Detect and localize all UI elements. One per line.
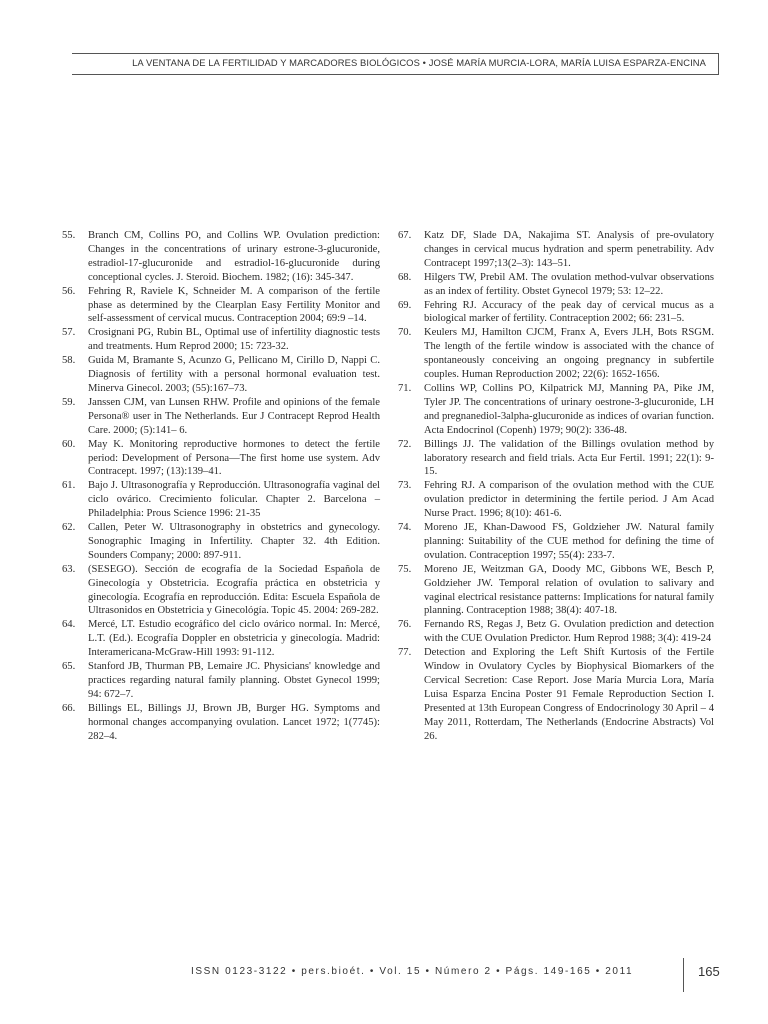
running-header xyxy=(72,53,718,75)
reference-text: Bajo J. Ultrasonografía y Reproducción. Ultrasonografía vaginal del ciclo ovárico. Crecimiento folicular. Chapter 2. Barcelona – Philadelphia: Prous Science 1996: 21-35 xyxy=(88,480,380,520)
reference-item xyxy=(398,618,714,646)
reference-number: 75. xyxy=(398,563,412,575)
reference-text: Callen, Peter W. Ultrasonography in obstetrics and gynecology. Sonographic Imaging in Infertility. Chapter 32. 4th Edition. Sounders Company; 2000: 897-911. xyxy=(88,522,380,561)
reference-number: 63. xyxy=(62,563,76,575)
reference-text: Stanford JB, Thurman PB, Lemaire JC. Physicians' knowledge and practices regarding natural family planning. Obstet Gynecol 1999; 94: 672–7. xyxy=(88,661,380,700)
reference-number: 61. xyxy=(62,480,76,492)
header-rule-bottom xyxy=(72,74,718,75)
reference-item xyxy=(398,326,714,382)
reference-item xyxy=(62,326,380,354)
reference-text: Billings EL, Billings JJ, Brown JB, Burger HG. Symptoms and hormonal changes accompanying ovulation. Lancet 1972; 1(7745): 282–4. xyxy=(88,702,380,742)
reference-text: Mercé, LT. Estudio ecográfico del ciclo ovárico normal. In: Mercé, L.T. (Ed.). Ecografía Doppler en obstetricia y ginecología. Madrid: Interamericana-McGraw-Hill 1993: 91-112. xyxy=(88,619,380,659)
page-number: 165 xyxy=(698,964,720,979)
reference-text: Katz DF, Slade DA, Nakajima ST. Analysis of pre-ovulatory changes in cervical mucus hydration and sperm penetrability. Adv Contracept 1997;13(2–3): 143–51. xyxy=(424,230,714,269)
reference-text: Branch CM, Collins PO, and Collins WP. Ovulation prediction: Changes in the concentrations of urinary estrone-3-glucuronide, estradiol-17-glucuronide and estradiol-16-glucuronide during conceptional cycles. J. Steroid. Biochem. 1982; (16): 345-347. xyxy=(88,230,380,283)
reference-number: 58. xyxy=(62,355,76,367)
reference-text: Moreno JE, Weitzman GA, Doody MC, Gibbons WE, Besch P, Goldzieher JW. Temporal relation of ovulation to salivary and vaginal electrical resistance patterns: Implications for natural family planning. Contraception 1988; 38(4): 407-18. xyxy=(424,563,714,617)
reference-item xyxy=(62,479,380,521)
reference-item xyxy=(398,271,714,299)
references-column-right xyxy=(398,229,714,744)
reference-number: 62. xyxy=(62,522,76,534)
reference-number: 55. xyxy=(62,230,76,241)
reference-text: Billings JJ. The validation of the Billings ovulation method by laboratory research and field trials. Acta Eur Fertil. 1991; 22(1): 9-15. xyxy=(424,438,714,478)
reference-number: 70. xyxy=(398,327,412,339)
reference-number: 74. xyxy=(398,522,412,534)
reference-text: Fehring R, Raviele K, Schneider M. A comparison of the fertile phase as determined by the Clearplan Easy Fertility Monitor and self-assessment of cervical mucus. Contraception 2004; 69:9 –14. xyxy=(88,285,380,325)
reference-text: May K. Monitoring reproductive hormones to detect the fertile period: Development of Persona—The first home use system. Adv Contracept. 1997; (13):139–41. xyxy=(88,438,380,478)
reference-item xyxy=(398,229,714,271)
reference-item xyxy=(62,438,380,480)
reference-text: Janssen CJM, van Lunsen RHW. Profile and opinions of the female Persona® user in The Netherlands. Eur J Contracept Reprod Health Care. 2000; (5):141– 6. xyxy=(88,396,380,436)
reference-item xyxy=(62,563,380,619)
reference-item xyxy=(62,229,380,285)
reference-item xyxy=(398,382,714,438)
reference-item xyxy=(398,646,714,743)
reference-number: 72. xyxy=(398,438,412,450)
reference-number: 71. xyxy=(398,382,412,394)
reference-number: 64. xyxy=(62,619,76,631)
reference-number: 68. xyxy=(398,271,412,283)
reference-number: 56. xyxy=(62,285,76,297)
reference-number: 57. xyxy=(62,327,76,339)
reference-text: Fehring RJ. Accuracy of the peak day of cervical mucus as a biological marker of fertility. Contraception 2002; 66: 231–5. xyxy=(424,299,714,325)
reference-text: Collins WP, Collins PO, Kilpatrick MJ, Manning PA, Pike JM, Tyler JP. The concentrations of urinary oestrone-3-glucuronide, LH and pregnanediol-3alpha-glucuronide as indices of ovarian function. Acta Endocrinol (Copenh) 1979; 90(2): 336-48. xyxy=(424,382,714,436)
header-rule-top xyxy=(72,53,718,54)
reference-text: Guida M, Bramante S, Acunzo G, Pellicano M, Cirillo D, Nappi C. Diagnosis of fertility with a personal hormonal evaluation test. Minerva Ginecol. 2003; (55):167–73. xyxy=(88,355,380,394)
reference-item xyxy=(62,396,380,438)
running-title: LA VENTANA DE LA FERTILIDAD Y MARCADORES BIOLÓGICOS • JOSÉ MARÍA MURCIA-LORA, MARÍA LUISA ESPARZA-ENCINA xyxy=(132,57,706,68)
footer-divider xyxy=(683,958,684,992)
reference-number: 73. xyxy=(398,480,412,492)
reference-item xyxy=(62,521,380,563)
reference-text: Fehring RJ. A comparison of the ovulation method with the CUE ovulation predictor in determining the fertile period. J Am Acad Nurse Pract. 1996; 8(10): 461-6. xyxy=(424,480,714,520)
reference-text: Crosignani PG, Rubin BL, Optimal use of infertility diagnostic tests and treatments. Hum Reprod 2000; 15: 723-32. xyxy=(88,327,380,353)
reference-item xyxy=(398,299,714,327)
reference-number: 65. xyxy=(62,661,76,673)
reference-number: 60. xyxy=(62,438,76,450)
reference-text: Moreno JE, Khan-Dawood FS, Goldzieher JW. Natural family planning: Suitability of the CUE method for defining the time of ovulation. Contraception 1997; 55(4): 233-7. xyxy=(424,522,714,561)
reference-item xyxy=(398,438,714,480)
header-rule-right xyxy=(718,53,719,75)
reference-number: 76. xyxy=(398,619,412,631)
reference-number: 77. xyxy=(398,647,412,659)
reference-number: 66. xyxy=(62,702,76,714)
reference-item xyxy=(398,521,714,563)
reference-item xyxy=(62,660,380,702)
reference-item xyxy=(62,702,380,744)
reference-item xyxy=(62,285,380,327)
reference-text: (SESEGO). Sección de ecografía de la Sociedad Española de Ginecología y Obstetricia. Ecografía práctica en obstetricia y ginecología. Ecografía en reproducción. Edita: Escuela Española de Ultrasonidos en Obstetricia y Ginecológía. Topic 45. 2004: 269-282. xyxy=(88,563,380,617)
reference-text: Hilgers TW, Prebil AM. The ovulation method-vulvar observations as an index of fertility. Obstet Gynecol 1979; 53: 12–22. xyxy=(424,271,714,297)
reference-number: 59. xyxy=(62,396,76,408)
reference-item xyxy=(398,563,714,619)
reference-item xyxy=(62,618,380,660)
reference-number: 67. xyxy=(398,230,412,241)
reference-text: Fernando RS, Regas J, Betz G. Ovulation prediction and detection with the CUE Ovulation Predictor. Hum Reprod 1988; 3(4): 419-24 xyxy=(424,619,714,645)
reference-number: 69. xyxy=(398,299,412,311)
reference-text: Keulers MJ, Hamilton CJCM, Franx A, Evers JLH, Bots RSGM. The length of the fertile window is associated with the chance of spontaneously conceiving an ongoing pregnancy in subfertile couples. Human Reproduction 2002; 22(6): 1652-1656. xyxy=(424,327,714,381)
references-column-left xyxy=(62,229,380,744)
reference-text: Detection and Exploring the Left Shift Kurtosis of the Fertile Window in Ovulatory Cycles by Biophysical Biomarkers of the Cervical Secretion: Case Report. Jose María Murcia Lora, María Luisa Esparza Encina Poster 91 Female Reproduction Section I. Presented at 13th European Congress of Endocrinology 30 April – 4 May 2011, Rotterdam, The Netherlands (Endocrine Abstracts) Vol 26. xyxy=(424,647,714,742)
journal-citation: ISSN 0123-3122 • pers.bioét. • Vol. 15 • Número 2 • Págs. 149-165 • 2011 xyxy=(191,966,634,977)
reference-item xyxy=(398,479,714,521)
reference-item xyxy=(62,354,380,396)
